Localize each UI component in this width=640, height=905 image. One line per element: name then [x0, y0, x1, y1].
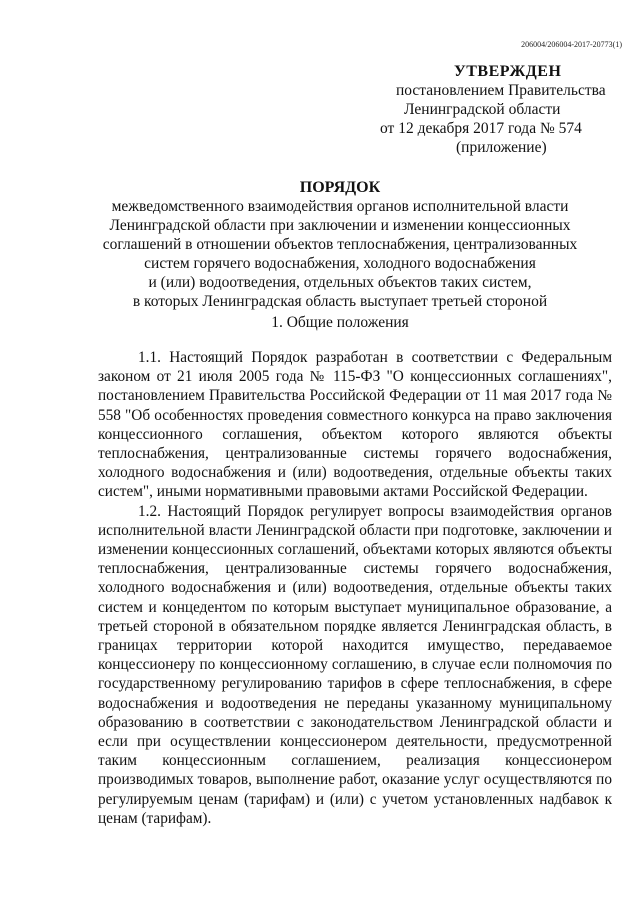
- paragraph-1-1: 1.1. Настоящий Порядок разработан в соответствии с Федеральным законом от 21 июля 2005 года № 115-ФЗ "О концессионных соглашениях", постановлением Правительства Российской Федерации от 11 мая 2017 года № 558 "Об особенностях проведения совместного конкурса на право заключения концессионного соглашения, объектом которого являются объекты теплоснабжения, централизованные системы горячего водоснабжения, холодного водоснабжения и (или) водоотведения, отдельные объекты таких систем", иными нормативными правовыми актами Российской Федерации.: [98, 349, 612, 501]
- approval-line-1: постановлением Правительства: [396, 82, 606, 99]
- title-line: и (или) водоотведения, отдельных объектов таких систем,: [148, 274, 532, 291]
- document-id: 206004/206004-2017-20773(1): [521, 40, 622, 49]
- document-body: [98, 348, 612, 828]
- approval-line-3: от 12 декабря 2017 года № 574: [380, 120, 582, 137]
- approval-line-2: Ленинградской области: [404, 101, 561, 118]
- title-line: систем горячего водоснабжения, холодного водоснабжения: [144, 255, 536, 272]
- approval-line-4: (приложение): [456, 139, 547, 156]
- title-line: в которых Ленинградская область выступает третьей стороной: [132, 293, 548, 310]
- section-heading: 1. Общие положения: [271, 314, 409, 331]
- approved-heading: УТВЕРЖДЕН: [454, 63, 562, 80]
- paragraph-1-2: 1.2. Настоящий Порядок регулирует вопросы взаимодействия органов исполнительной власти Ленинградской области при подготовке, заключении и изменении концессионных соглашений, объектами которых являются объекты теплоснабжения, централизованные системы горячего водоснабжения, холодного водоснабжения и (или) водоотведения, отдельные объекты таких систем и концедентом по которым выступает муниципальное образование, а третьей стороной в обязательном порядке является Ленинградская область, в границах территории которой находится имущество, передаваемое концессионеру по концессионному соглашению, в случае если полномочия по государственному регулированию тарифов в сфере теплоснабжения, в сфере водоснабжения и водоотведения не переданы указанному муниципальному образованию в соответствии с законодательством Ленинградской области и если при осуществлении концессионером деятельности, предусмотренной таким концессионным соглашением, реализация концессионером производимых товаров, выполнение работ, оказание услуг осуществляются по регулируемым ценам (тарифам) и (или) с учетом установленных надбавок к ценам (тарифам).: [98, 502, 612, 827]
- document-title: ПОРЯДОК: [299, 179, 381, 196]
- title-line: Ленинградской области при заключении и изменении концессионных: [109, 217, 571, 234]
- title-line: соглашений в отношении объектов теплоснабжения, централизованных: [102, 236, 578, 253]
- approval-stamp: [380, 62, 620, 157]
- title-line: межведомственного взаимодействия органов исполнительной власти: [111, 198, 569, 215]
- document-title-block: [60, 178, 620, 311]
